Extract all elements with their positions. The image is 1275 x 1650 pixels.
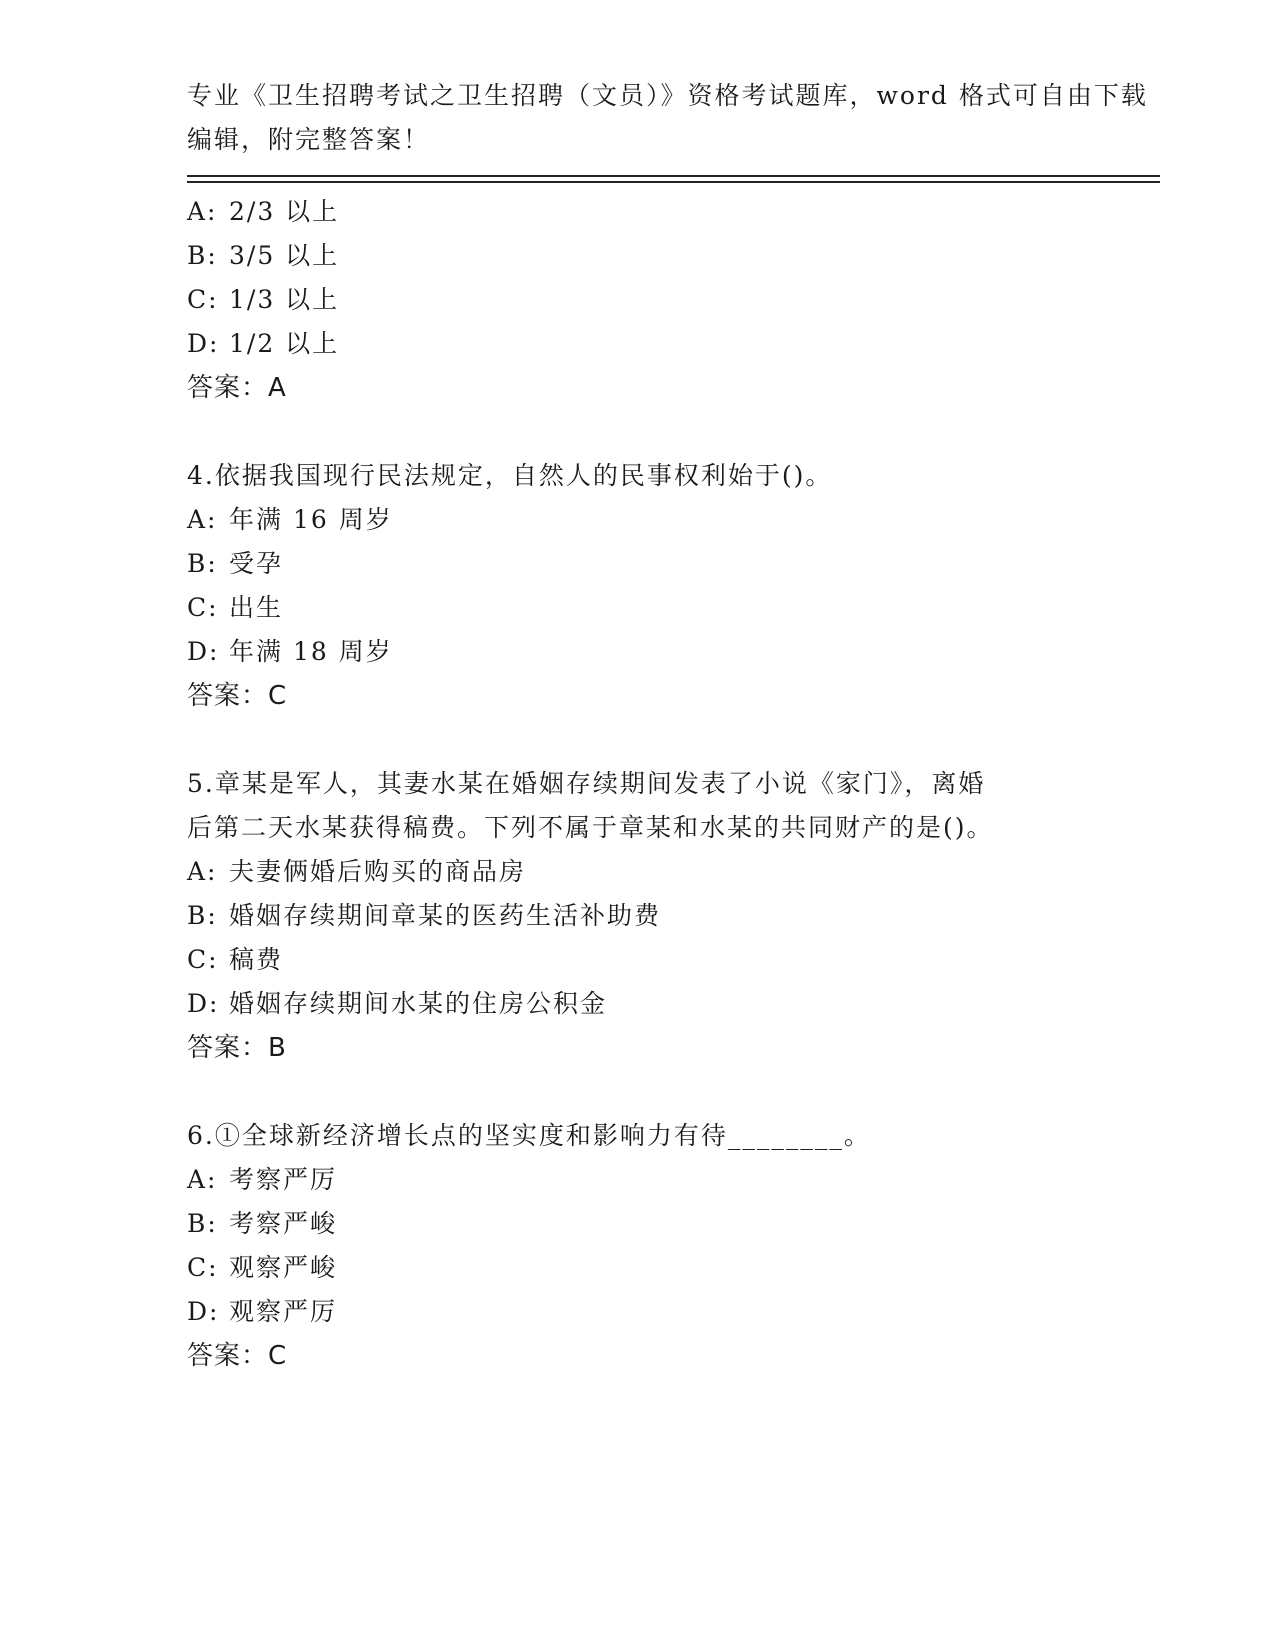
option-a: A: 夫妻俩婚后购买的商品房 <box>187 857 527 886</box>
option-a: A: 年满 16 周岁 <box>187 505 393 534</box>
option-b: B: 3/5 以上 <box>187 241 340 270</box>
option-b: B: 受孕 <box>187 549 284 578</box>
question-list <box>187 190 1087 1378</box>
spacer <box>187 718 1087 762</box>
option-c: C: 稿费 <box>187 945 284 974</box>
answer: 答案：C <box>187 681 288 711</box>
option-c: C: 出生 <box>187 593 284 622</box>
option-a: A: 2/3 以上 <box>187 197 340 226</box>
option-d: D: 年满 18 周岁 <box>187 637 393 666</box>
header-divider-bottom <box>187 181 1160 183</box>
question-4 <box>187 454 1087 718</box>
question-stem-line-2: 后第二天水某获得稿费。下列不属于章某和水某的共同财产的是()。 <box>187 813 994 842</box>
option-a: A: 考察严厉 <box>187 1165 338 1194</box>
option-d: D: 1/2 以上 <box>187 329 340 358</box>
question-6 <box>187 1114 1087 1378</box>
question-5 <box>187 762 1087 1070</box>
option-d: D: 婚姻存续期间水某的住房公积金 <box>187 989 608 1018</box>
question-stem-line-1: 5.章某是军人，其妻水某在婚姻存续期间发表了小说《家门》，离婚 <box>187 769 986 798</box>
question-stem: 6.①全球新经济增长点的坚实度和影响力有待________。 <box>187 1121 871 1150</box>
option-b: B: 婚姻存续期间章某的医药生活补助费 <box>187 901 662 930</box>
option-d: D: 观察严厉 <box>187 1297 338 1326</box>
option-c: C: 1/3 以上 <box>187 285 340 314</box>
answer: 答案：C <box>187 1341 288 1371</box>
spacer <box>187 410 1087 454</box>
spacer <box>187 1070 1087 1114</box>
header-line-2: 编辑，附完整答案！ <box>187 125 431 154</box>
header-divider-top <box>187 175 1160 177</box>
header-line-1: 专业《卫生招聘考试之卫生招聘（文员）》资格考试题库，word 格式可自由下载 <box>187 81 1148 110</box>
answer: 答案：B <box>187 1033 287 1063</box>
answer: 答案：A <box>187 373 287 403</box>
question-3 <box>187 190 1087 410</box>
option-b: B: 考察严峻 <box>187 1209 338 1238</box>
question-stem: 4.依据我国现行民法规定，自然人的民事权利始于()。 <box>187 461 833 490</box>
option-c: C: 观察严峻 <box>187 1253 338 1282</box>
document-header <box>187 74 1148 162</box>
